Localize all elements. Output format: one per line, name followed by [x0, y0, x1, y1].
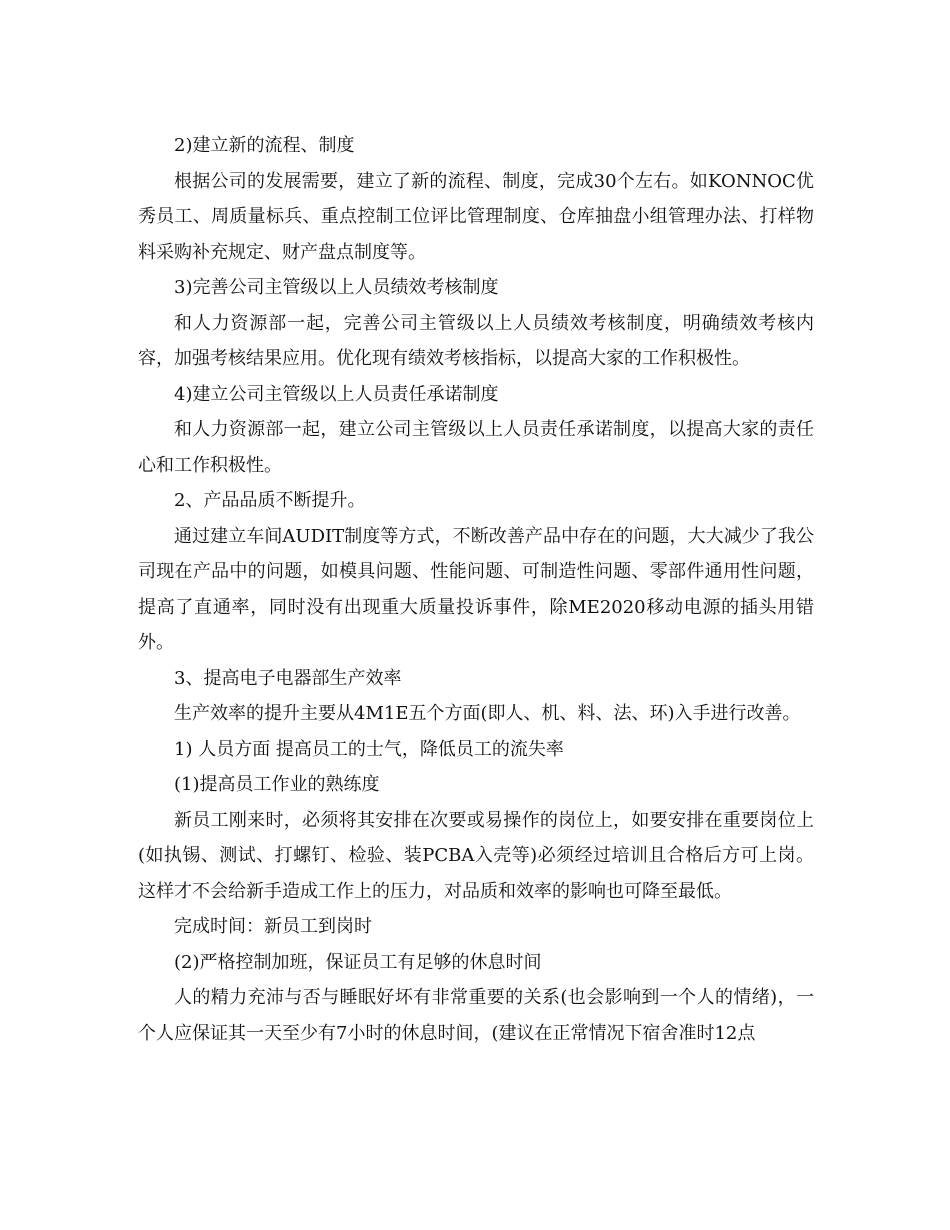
paragraph-responsibility: 和人力资源部一起，建立公司主管级以上人员责任承诺制度，以提高大家的责任心和工作积极性。: [138, 419, 814, 476]
paragraph-rest-time: 人的精力充沛与否与睡眠好坏有非常重要的关系(也会影响到一个人的情绪)，一个人应保证其一天至少有7小时的休息时间，(建议在正常情况下宿舍准时12点: [138, 987, 814, 1044]
heading-proficiency: (1)提高员工作业的熟练度: [174, 774, 380, 795]
heading-personnel: 1) 人员方面 提高员工的士气，降低员工的流失率: [174, 738, 564, 760]
paragraph-performance-review: 和人力资源部一起，完善公司主管级以上人员绩效考核制度，明确绩效考核内容，加强考核结果应用。优化现有绩效考核指标，以提高大家的工作积极性。: [138, 312, 814, 369]
paragraph-proficiency: 新员工刚来时，必须将其安排在次要或易操作的岗位上，如要安排在重要岗位上(如执锡、测试、打螺钉、检验、装PCBA入壳等)必须经过培训且合格后方可上岗。这样才不会给新手造成工作上的压力，对品质和效率的影响也可降至最低。: [138, 809, 814, 902]
heading-responsibility: 4)建立公司主管级以上人员责任承诺制度: [174, 383, 499, 405]
heading-quality: 2、产品品质不断提升。: [174, 490, 366, 511]
heading-new-process: 2)建立新的流程、制度: [174, 135, 355, 156]
paragraph-quality: 通过建立车间AUDIT制度等方式，不断改善产品中存在的问题，大大减少了我公司现在产品中的问题，如模具问题、性能问题、可制造性问题、零部件通用性问题，提高了直通率，同时没有出现重大质量投诉事件，除ME2020移动电源的插头用错外。: [138, 525, 814, 653]
paragraph-efficiency: 生产效率的提升主要从4M1E五个方面(即人、机、料、法、环)入手进行改善。: [174, 703, 801, 724]
heading-performance-review: 3)完善公司主管级以上人员绩效考核制度: [174, 277, 499, 298]
completion-time: 完成时间：新员工到岗时: [174, 916, 372, 937]
paragraph-new-process: 根据公司的发展需要，建立了新的流程、制度，完成30个左右。如KONNOC优秀员工、周质量标兵、重点控制工位评比管理制度、仓库抽盘小组管理办法、打样物料采购补充规定、财产盘点制度等。: [138, 170, 814, 263]
heading-efficiency: 3、提高电子电器部生产效率: [174, 667, 402, 689]
document-body: [138, 128, 814, 1051]
heading-overtime: (2)严格控制加班，保证员工有足够的休息时间: [174, 951, 542, 973]
